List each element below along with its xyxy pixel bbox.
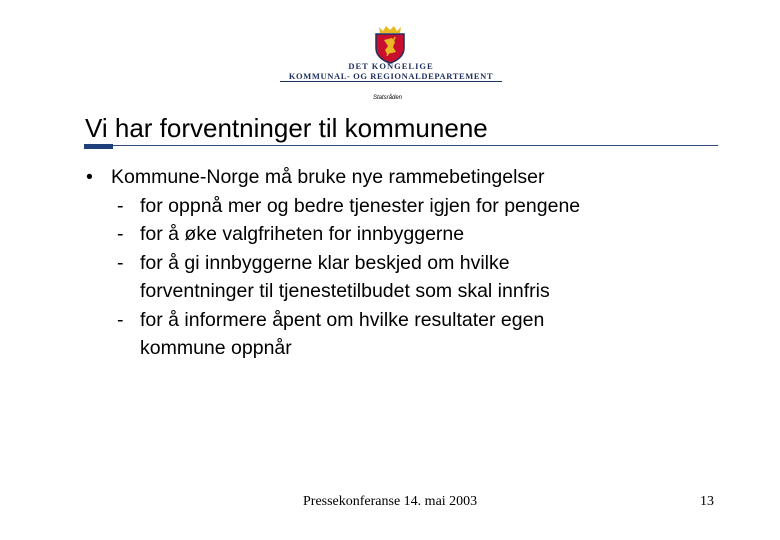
slide-title: Vi har forventninger til kommunene [85,113,488,143]
sub-item-3 [86,249,580,306]
sub-item-text: for å informere åpent om hvilke resultater egen [140,308,545,331]
dash-marker: - [117,194,124,217]
ministry-subtitle: Statsråden [373,95,403,101]
footer-text: Pressekonferanse 14. mai 2003 [303,494,478,509]
sub-item-text: for oppnå mer og bedre tjenester igjen for pengene [140,194,581,217]
dash-marker: - [117,251,124,274]
sub-item-2 [86,220,580,249]
ministry-divider [280,81,502,82]
title-rule [84,145,718,146]
sub-item-text-continued: kommune oppnår [140,337,292,359]
dash-marker: - [117,308,124,331]
title-accent-bar [84,144,113,149]
ministry-line-2: KOMMUNAL- OG REGIONALDEPARTEMENT [288,71,494,81]
page-number: 13 [700,494,714,509]
sub-item-text-continued: forventninger til tjenestetilbudet som skal innfris [140,280,550,302]
sub-item-1 [86,192,580,221]
coat-of-arms-icon [373,24,407,64]
slide-body [86,163,580,363]
sub-item-text: for å gi innbyggerne klar beskjed om hvilke [140,251,510,274]
dash-marker: - [117,223,124,245]
bullet-item [86,163,580,192]
ministry-line-1: DET KONGELIGE [348,61,434,71]
ministry-name [280,61,502,81]
sub-item-text: for å øke valgfriheten for innbyggerne [140,223,465,245]
bullet-dot-icon: • [86,166,93,188]
sub-item-4 [86,306,580,363]
bullet-text: Kommune-Norge må bruke nye rammebetingelser [111,166,545,188]
